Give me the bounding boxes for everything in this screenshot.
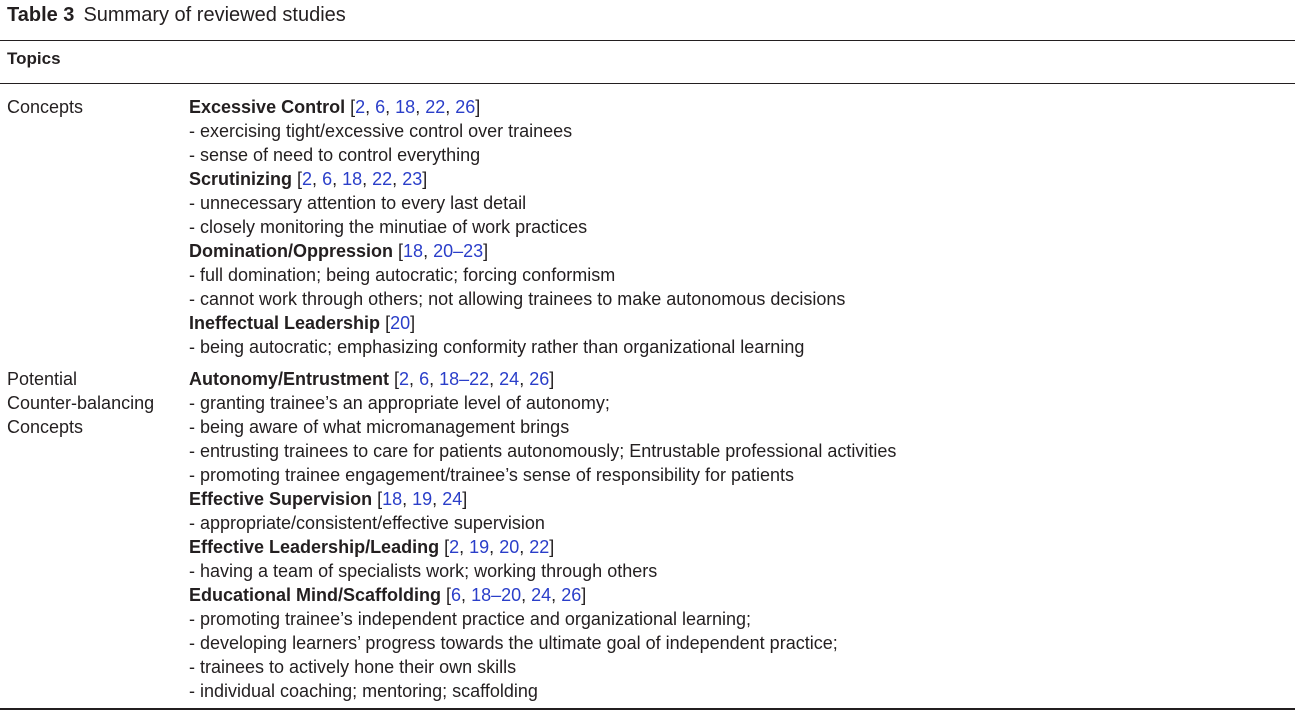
reference-link[interactable]: 18 [342, 169, 363, 189]
reference-link[interactable]: 18–20 [471, 585, 522, 605]
reference-list: [2, 19, 20, 22] [444, 537, 555, 557]
topic-name: Autonomy/Entrustment [189, 369, 389, 389]
topic-name: Scrutinizing [189, 169, 292, 189]
reference-link[interactable]: 20 [390, 313, 411, 333]
reference-link[interactable]: 26 [455, 97, 476, 117]
reference-link[interactable]: 20 [499, 537, 520, 557]
reference-link[interactable]: 18–22 [439, 369, 490, 389]
column-header-topics: Topics [7, 49, 61, 68]
reference-link[interactable]: 26 [529, 369, 550, 389]
row-items [189, 95, 1289, 359]
reference-link[interactable]: 22 [425, 97, 446, 117]
reference-link[interactable]: 18 [403, 241, 424, 261]
topic-point: - appropriate/consistent/effective supervision [189, 513, 545, 533]
topic-point: - closely monitoring the minutiae of work practices [189, 217, 588, 237]
reference-link[interactable]: 24 [442, 489, 463, 509]
topic-title [189, 367, 1289, 391]
reference-link[interactable]: 2 [399, 369, 410, 389]
topic-title [189, 95, 1289, 119]
reference-list: [18, 19, 24] [377, 489, 468, 509]
topic-name: Effective Leadership/Leading [189, 537, 440, 557]
top-rule [0, 40, 1295, 41]
topic-title [189, 239, 1289, 263]
topic-point: - developing learners’ progress towards the ultimate goal of independent practice; [189, 633, 838, 653]
topic-point: - having a team of specialists work; working through others [189, 561, 658, 581]
header-rule [0, 83, 1295, 84]
reference-link[interactable]: 2 [302, 169, 313, 189]
reference-list: [2, 6, 18–22, 24, 26] [394, 369, 555, 389]
bottom-rule [0, 708, 1295, 710]
reference-link[interactable]: 22 [529, 537, 550, 557]
topic-name: Educational Mind/Scaffolding [189, 585, 441, 605]
reference-link[interactable]: 19 [469, 537, 490, 557]
topic-name: Excessive Control [189, 97, 346, 117]
reference-list: [18, 20–23] [398, 241, 489, 261]
topic-point: - being autocratic; emphasizing conformity rather than organizational learning [189, 337, 805, 357]
topic-point: - trainees to actively hone their own skills [189, 657, 517, 677]
reference-list: [6, 18–20, 24, 26] [446, 585, 587, 605]
table-caption-text: Summary of reviewed studies [83, 4, 346, 26]
reference-link[interactable]: 2 [449, 537, 460, 557]
topic-point: - unnecessary attention to every last detail [189, 193, 527, 213]
topic-point: - being aware of what micromanagement brings [189, 417, 570, 437]
reference-link[interactable]: 20–23 [433, 241, 484, 261]
reference-list: [2, 6, 18, 22, 23] [297, 169, 428, 189]
topic-point: - promoting trainee engagement/trainee’s sense of responsibility for patients [189, 465, 795, 485]
row-label: Potential Counter-balancing Concepts [7, 369, 155, 437]
topic-point: - granting trainee’s an appropriate level of autonomy; [189, 393, 610, 413]
reference-list: [20] [385, 313, 416, 333]
reference-link[interactable]: 6 [419, 369, 430, 389]
reference-link[interactable]: 18 [382, 489, 403, 509]
reference-link[interactable]: 2 [355, 97, 366, 117]
topic-point: - full domination; being autocratic; forcing conformism [189, 265, 616, 285]
reference-list: [2, 6, 18, 22, 26] [350, 97, 481, 117]
reference-link[interactable]: 24 [531, 585, 552, 605]
topic-point: - exercising tight/excessive control over trainees [189, 121, 573, 141]
topic-point: - individual coaching; mentoring; scaffolding [189, 681, 538, 701]
reference-link[interactable]: 6 [322, 169, 333, 189]
row-items [189, 367, 1289, 703]
topic-name: Ineffectual Leadership [189, 313, 381, 333]
topic-name: Domination/Oppression [189, 241, 394, 261]
reference-link[interactable]: 23 [402, 169, 423, 189]
table-caption [7, 3, 346, 27]
topic-point: - cannot work through others; not allowing trainees to make autonomous decisions [189, 289, 846, 309]
topic-title [189, 311, 1289, 335]
reference-link[interactable]: 24 [499, 369, 520, 389]
reference-link[interactable]: 6 [375, 97, 386, 117]
topic-point: - promoting trainee’s independent practice and organizational learning; [189, 609, 752, 629]
topic-point: - entrusting trainees to care for patients autonomously; Entrustable professional activities [189, 441, 897, 461]
topic-title [189, 583, 1289, 607]
reference-link[interactable]: 26 [561, 585, 582, 605]
reference-link[interactable]: 19 [412, 489, 433, 509]
reference-link[interactable]: 18 [395, 97, 416, 117]
topic-point: - sense of need to control everything [189, 145, 481, 165]
topic-title [189, 167, 1289, 191]
table-label: Table 3 [7, 4, 75, 26]
topic-title [189, 535, 1289, 559]
reference-link[interactable]: 6 [451, 585, 462, 605]
row-label: Concepts [7, 97, 84, 117]
reference-link[interactable]: 22 [372, 169, 393, 189]
topic-name: Effective Supervision [189, 489, 373, 509]
topic-title [189, 487, 1289, 511]
